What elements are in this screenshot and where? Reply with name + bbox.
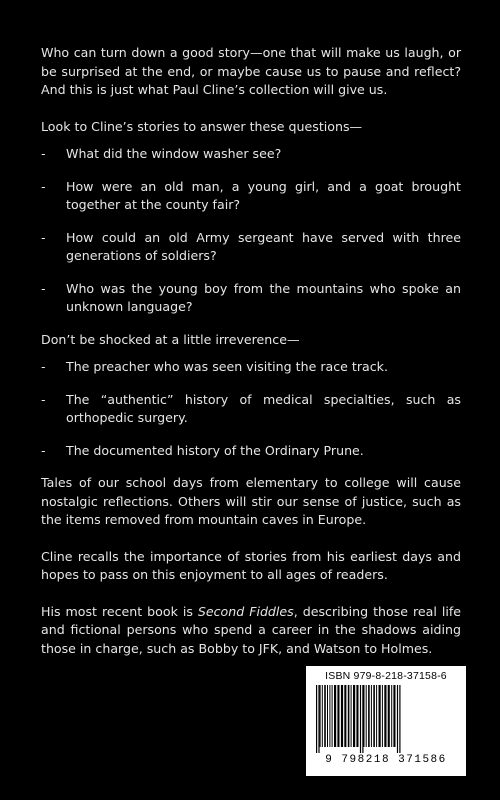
questions-heading: Look to Cline’s stories to answer these questions—	[41, 118, 363, 134]
irreverence-item: - The preacher who was seen visiting the race track.	[41, 358, 461, 377]
barcode-bars	[313, 685, 459, 753]
barcode-bar	[379, 685, 381, 747]
recent-book-paragraph	[41, 603, 461, 659]
barcode-bar	[382, 685, 383, 747]
question-item: - How could an old Army sergeant have served with three generations of soldiers?	[41, 229, 461, 266]
barcode-bar	[364, 685, 365, 747]
question-item: - How were an old man, a young girl, and a goat brought together at the county fair?	[41, 178, 461, 215]
intro-paragraph: Who can turn down a good story—one that will make us laugh, or be surprised at the end, or maybe cause us to pause and reflect? And this is just what Paul Cline’s collection will give us.	[41, 45, 461, 97]
question-item: - What did the window washer see?	[41, 145, 461, 164]
cline-paragraph: Cline recalls the importance of stories from his earliest days and hopes to pass on this enjoyment to all ages of readers.	[41, 548, 461, 582]
barcode-bar	[337, 685, 339, 747]
recent-book-prefix: His most recent book is	[41, 603, 198, 619]
barcode-bar	[391, 685, 392, 747]
recent-book-suffix: , describing those real life and fictional persons who spend a career in the shadows aiding those in charge, such as Bobby to JFK, and Watson to Holmes.	[41, 603, 461, 656]
barcode-guard-bar	[399, 685, 400, 753]
barcode-bar	[373, 685, 375, 747]
blurb-text	[41, 44, 461, 676]
barcode-bar	[320, 685, 321, 747]
isbn-barcode	[306, 666, 466, 776]
questions-list	[41, 145, 461, 317]
barcode-bar	[353, 685, 355, 747]
barcode-bar	[351, 685, 352, 747]
barcode-bar	[327, 685, 328, 747]
barcode-bar	[388, 685, 390, 747]
irreverence-list	[41, 358, 461, 460]
barcode-bar	[368, 685, 370, 747]
barcode-bar	[393, 685, 395, 747]
barcode-digits: 9 798218 371586	[325, 754, 447, 766]
barcode-guard-bar	[362, 685, 363, 753]
barcode-guard-bar	[318, 685, 319, 753]
irreverence-item: - The “authentic” history of medical specialties, such as orthopedic surgery.	[41, 391, 461, 428]
barcode-bar	[348, 685, 350, 747]
question-item: - Who was the young boy from the mountains who spoke an unknown language?	[41, 280, 461, 317]
barcode-bar	[344, 685, 346, 747]
barcode-guard-bar	[316, 685, 317, 753]
barcode-bar	[356, 685, 358, 747]
barcode-bar	[376, 685, 377, 747]
barcode-guard-bar	[397, 685, 398, 753]
barcode-bar	[322, 685, 323, 747]
barcode-bar	[324, 685, 326, 747]
barcode-bar	[334, 685, 336, 747]
recent-book-title: Second Fiddles	[197, 603, 294, 619]
barcode-bar	[384, 685, 386, 747]
irreverence-item: - The documented history of the Ordinary Prune.	[41, 442, 461, 461]
barcode-bar	[329, 685, 330, 747]
barcode-bar	[332, 685, 333, 747]
barcode-guard-bar	[360, 685, 361, 753]
tales-paragraph: Tales of our school days from elementary to college will cause nostalgic reflections. Others will stir our sense of justice, such as the items removed from mountain caves in Europe.	[41, 475, 461, 527]
barcode-bar	[371, 685, 372, 747]
barcode-bar	[366, 685, 367, 747]
barcode-bar	[341, 685, 343, 747]
isbn-label: ISBN 979-8-218-37158-6	[325, 670, 447, 682]
irreverence-heading: Don’t be shocked at a little irreverence—	[41, 331, 300, 347]
